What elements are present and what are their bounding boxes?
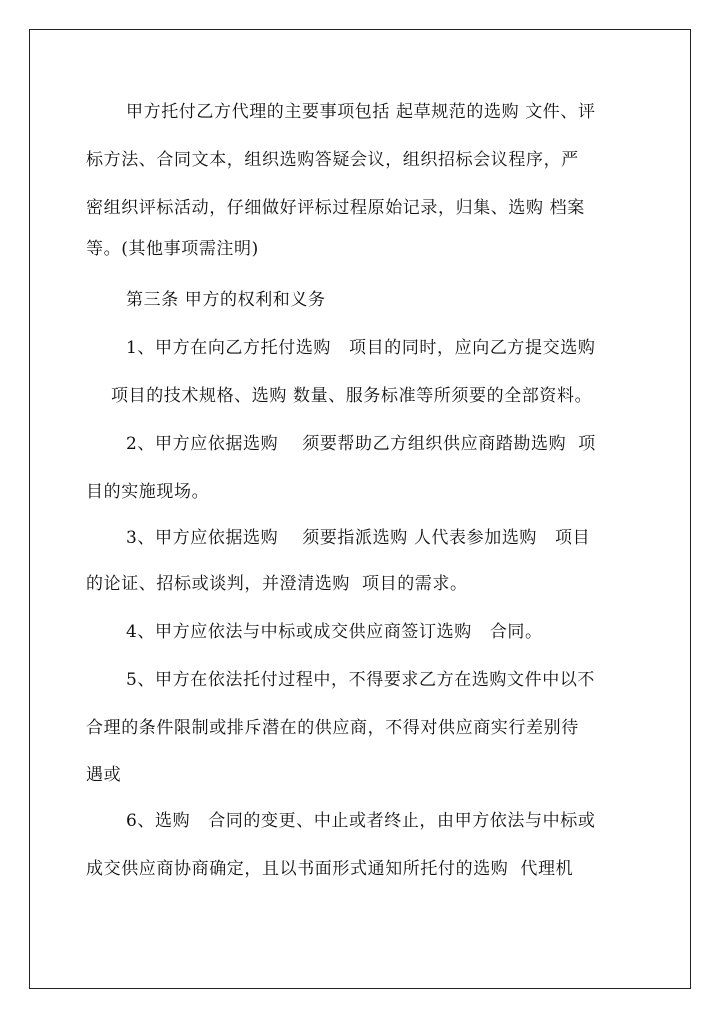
- text-line-15: 遇或: [86, 765, 122, 785]
- text-line-4: 等。(其他事项需注明): [86, 239, 259, 259]
- text-line-16: 6、选购 合同的变更、中止或者终止，由甲方依法与中标或: [126, 811, 596, 831]
- text-line-12: 4、甲方应依法与中标或成交供应商签订选购 合同。: [126, 622, 543, 642]
- text-line-1: 甲方托付乙方代理的主要事项包括 起草规范的选购 文件、评: [126, 102, 596, 122]
- text-line-17: 成交供应商协商确定，且以书面形式通知所托付的选购 代理机: [86, 859, 574, 879]
- text-line-7: 项目的技术规格、选购 数量、服务标准等所须要的全部资料。: [111, 386, 593, 406]
- text-line-9: 目的实施现场。: [86, 482, 210, 502]
- text-line-10: 3、甲方应依据选购 须要指派选购 人代表参加选购 项目: [126, 528, 591, 548]
- section-heading: 第三条 甲方的权利和义务: [126, 290, 326, 310]
- text-line-11: 的论证、招标或谈判，并澄清选购 项目的需求。: [86, 574, 468, 594]
- text-line-8: 2、甲方应依据选购 须要帮助乙方组织供应商踏勘选购 项: [126, 434, 596, 454]
- text-line-13: 5、甲方在依法托付过程中，不得要求乙方在选购文件中以不: [126, 670, 596, 690]
- text-line-14: 合理的条件限制或排斥潜在的供应商，不得对供应商实行差别待: [86, 718, 579, 738]
- text-line-3: 密组织评标活动，仔细做好评标过程原始记录，归集、选购 档案: [86, 198, 585, 218]
- text-line-2: 标方法、合同文本，组织选购答疑会议，组织招标会议程序，严: [86, 150, 579, 170]
- text-line-6: 1、甲方在向乙方托付选购 项目的同时，应向乙方提交选购: [126, 338, 596, 358]
